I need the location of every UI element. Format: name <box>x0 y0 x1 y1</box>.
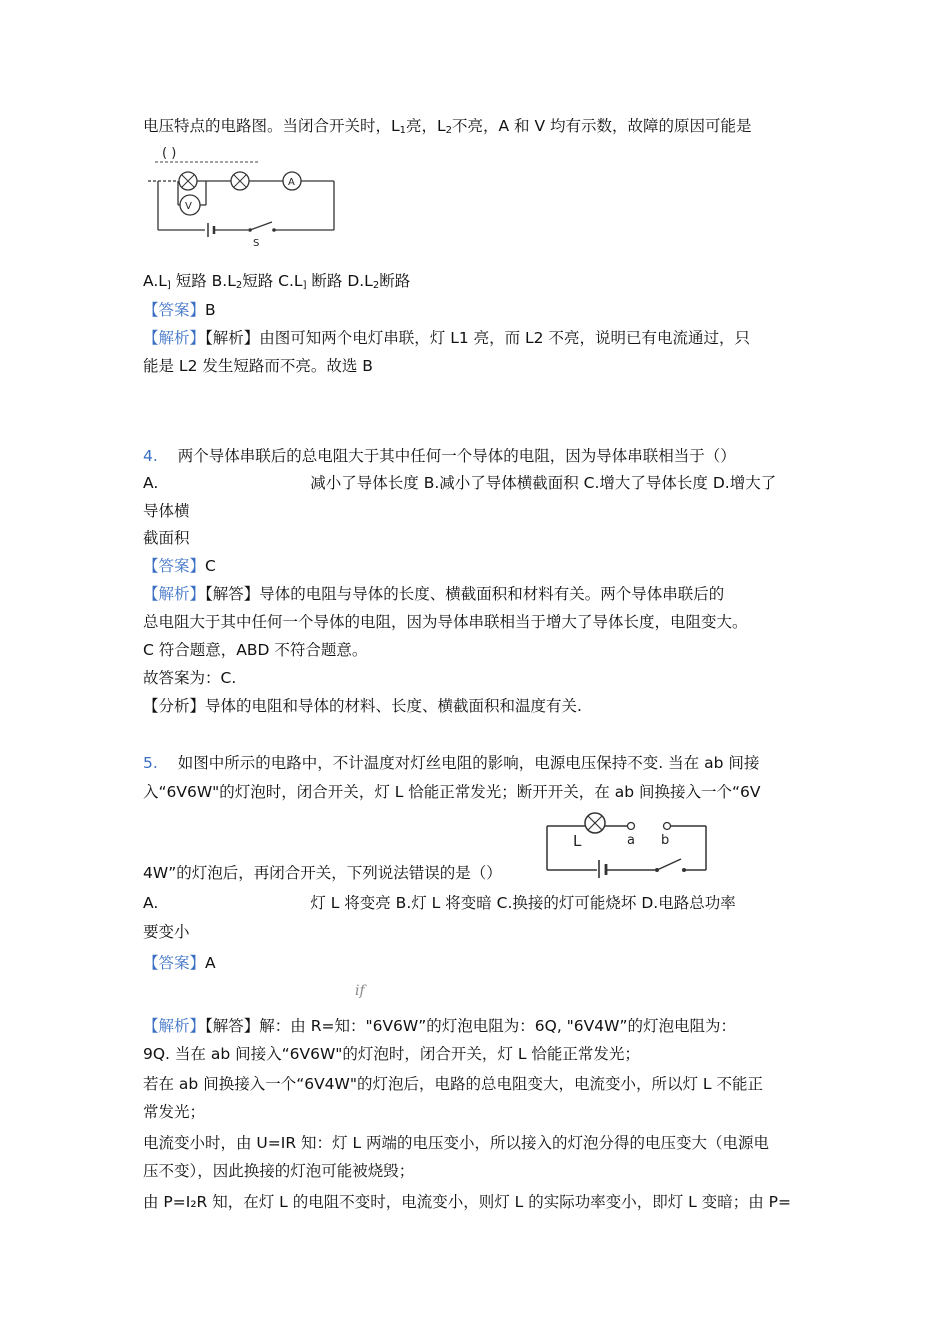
q3-analysis-label: 【解析】 <box>143 329 206 347</box>
q3-opt-a: A.L <box>143 272 167 290</box>
q5-analysis-text1: 【解答】解：由 R=知："6V6W”的灯泡电阻为：6Q, "6V4W”的灯泡电阻为： <box>205 1017 736 1035</box>
q5-stem-line1 <box>143 752 759 774</box>
q4-number: 4. <box>143 447 158 465</box>
q4-answer <box>143 555 216 577</box>
q4-opt-prefix: A. <box>143 474 159 492</box>
q4-analysis-text1: 【解答】导体的电阻与导体的长度、横截面积和材料有关。两个导体串联后的 <box>205 585 725 603</box>
q4-analysis-line2: 总电阻大于其中任何一个导体的电阻，因为导体串联相当于增大了导体长度，电阻变大。 <box>143 613 748 631</box>
q5-terminal-b <box>664 823 671 830</box>
q5-formula-fragment: if <box>355 983 365 999</box>
q5-answer-label: 【答案】 <box>143 954 206 972</box>
q3-opt-e: 断路 <box>379 272 411 290</box>
q5-options-text1: 灯 L 将变亮 B.灯 L 将变暗 C.换接的灯可能烧坏 D.电路总功率 <box>310 894 736 912</box>
q3-opt-sub-4: 2 <box>372 280 380 291</box>
q3-opt-sub-2: 2 <box>235 280 243 291</box>
q4-answer-value: C <box>205 557 216 575</box>
q5-analysis-label: 【解析】 <box>143 1017 206 1035</box>
q5-analysis-line7: 由 P=I₂R 知，在灯 L 的电阻不变时，电流变小，则灯 L 的实际功率变小，即灯 L 变暗；由 P= <box>143 1193 791 1211</box>
q5-stem-line3: 4W”的灯泡后，再闭合开关，下列说法错误的是（） <box>143 864 502 882</box>
q3-analysis-line1 <box>143 327 750 349</box>
q4-analysis-line4: 故答案为：C. <box>143 669 237 687</box>
q3-opt-sub-3: ] <box>302 280 307 291</box>
q4-analysis-line1 <box>143 583 724 605</box>
q3-stem-part-b: 亮，L <box>406 117 446 135</box>
q5-stem-text1: 如图中所示的电路中，不计温度对灯丝电阻的影响，电源电压保持不变. 当在 ab 间接 <box>177 754 760 772</box>
q3-analysis-text1: 【解析】由图可知两个电灯串联，灯 L1 亮，而 L2 不亮，说明已有电流通过，只 <box>205 329 750 347</box>
q4-fenxi: 【分析】导体的电阻和导体的材料、长度、横截面积和温度有关. <box>143 697 582 715</box>
q4-options-text1: 减小了导体长度 B.减小了导体横截面积 C.增大了导体长度 D.增大了 <box>310 474 777 492</box>
q5-analysis-line4: 常发光； <box>143 1103 206 1121</box>
q5-switch-lever <box>657 859 681 870</box>
q5-terminal-a <box>628 823 635 830</box>
q5-answer-value: A <box>205 954 216 972</box>
q3-ammeter-label: A <box>288 177 295 188</box>
q3-stem-part-a: 电压特点的电路图。当闭合开关时，L <box>143 117 400 135</box>
q5-analysis-line5: 电流变小时，由 U=IR 知：灯 L 两端的电压变小，所以接入的灯泡分得的电压变大（电源电 <box>143 1134 770 1152</box>
q3-answer-value: B <box>205 301 216 319</box>
q4-options-line1 <box>143 472 776 494</box>
q5-stem-line2: 入“6V6W"的灯泡时，闭合开关，灯 L 恰能正常发光；断开开关，在 ab 间换接入一个“6V <box>143 783 761 801</box>
q5-opt-prefix: A. <box>143 894 159 912</box>
q3-stem-line1 <box>143 115 752 142</box>
q5-circuit-diagram <box>543 812 713 878</box>
q5-options-line1 <box>143 892 736 914</box>
q5-analysis-line2: 9Q. 当在 ab 间接入“6V6W"的灯泡时，闭合开关，灯 L 恰能正常发光； <box>143 1045 640 1063</box>
q5-answer <box>143 952 216 974</box>
q3-answer <box>143 299 216 321</box>
q3-analysis-line2: 能是 L2 发生短路而不亮。故选 B <box>143 357 373 375</box>
q5-options-line2: 要变小 <box>143 923 190 941</box>
q3-switch-label: S <box>253 238 260 249</box>
q3-paren: ( ) <box>162 146 177 161</box>
q3-options <box>143 270 410 297</box>
q4-answer-label: 【答案】 <box>143 557 206 575</box>
q4-options-line3: 截面积 <box>143 529 190 547</box>
q3-circuit-diagram <box>140 140 350 250</box>
q5-terminal-b-label: b <box>661 833 670 848</box>
q3-switch-lever <box>250 222 272 230</box>
q3-sub-2: 2 <box>445 125 453 136</box>
q3-opt-sub-1: ] <box>166 280 171 291</box>
q5-terminal-a-label: a <box>627 833 635 848</box>
q3-answer-label: 【答案】 <box>143 301 206 319</box>
q5-analysis-line1 <box>143 1015 736 1037</box>
q4-options-line2: 导体横 <box>143 502 190 520</box>
q3-voltmeter-label: V <box>185 201 192 212</box>
q5-analysis-line3: 若在 ab 间换接入一个“6V4W"的灯泡后，电路的总电阻变大，电流变小，所以灯 L 不能正 <box>143 1075 763 1093</box>
q3-opt-d: 断路 D.L <box>306 272 373 290</box>
q5-lamp-label: L <box>573 832 582 850</box>
q4-analysis-line3: C 符合题意，ABD 不符合题意。 <box>143 641 368 659</box>
q5-number: 5. <box>143 754 158 772</box>
q4-analysis-label: 【解析】 <box>143 585 206 603</box>
q4-stem-text: 两个导体串联后的总电阻大于其中任何一个导体的电阻，因为导体串联相当于（） <box>177 447 736 465</box>
q3-sub-1: 1 <box>399 125 407 136</box>
q3-opt-b: 短路 B.L <box>170 272 236 290</box>
q3-stem-part-c: 不亮，A 和 V 均有示数，故障的原因可能是 <box>452 117 752 135</box>
q5-analysis-line6: 压不变），因此换接的灯泡可能被烧毁； <box>143 1162 415 1180</box>
q3-opt-c: 短路 C.L <box>242 272 303 290</box>
q4-stem <box>143 445 736 467</box>
